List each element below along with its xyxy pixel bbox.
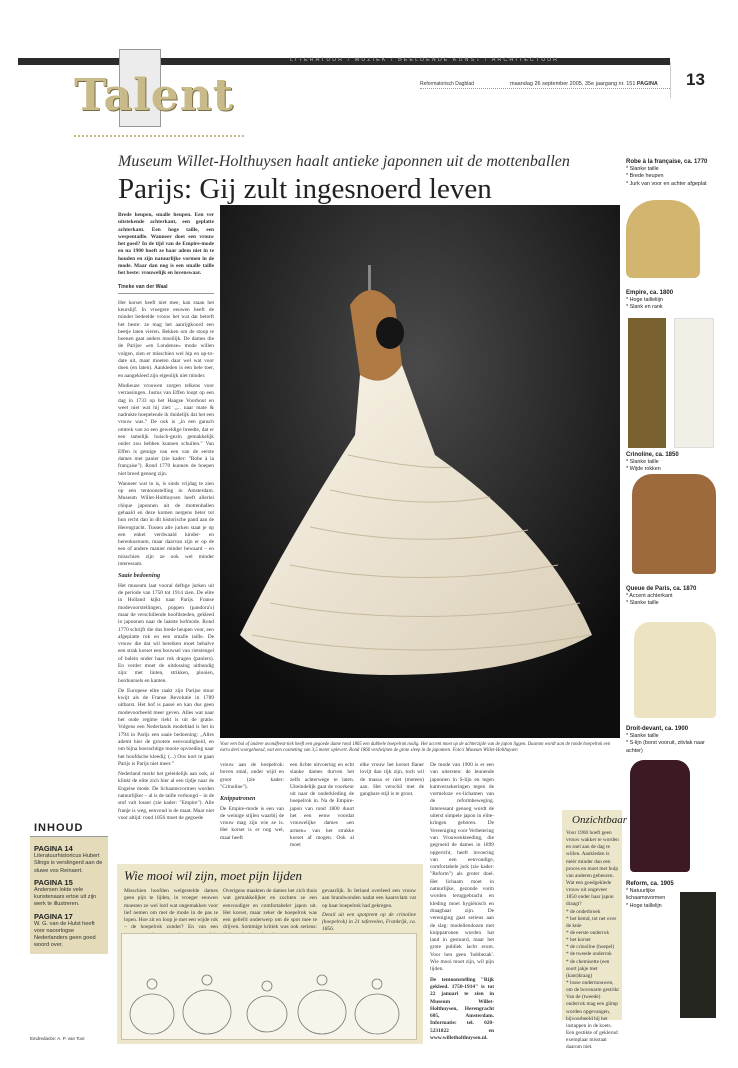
inhoud-text: Literatuurhistoricus Hubert Slings is verslingerd aan de sluwe vos Reinaert. <box>34 853 103 874</box>
section-logo: Talent <box>74 70 235 121</box>
article-headline: Parijs: Gij zult ingesnoerd leven <box>118 173 492 205</box>
empire-dress-image <box>674 318 714 448</box>
inhoud-box <box>30 820 108 954</box>
inhoud-text: Andersen lokte vele kunstenaars ertoe uit zijn werk te illustreren. <box>34 886 97 908</box>
main-photo-crinoline <box>220 205 620 738</box>
inhoud-text: W. G. van de Hulst heeft voor naoorlogse Nederlanders geen goed woord over. <box>34 920 96 949</box>
sidebar-queue-de-paris: Queue de Paris, ca. 1870 * Accent achterkant * Slanke taille <box>626 586 697 607</box>
dotted-rule <box>74 135 244 137</box>
robe-francaise-image <box>626 200 700 278</box>
inhoud-page[interactable]: PAGINA 17 <box>34 911 73 921</box>
cartoon-caption: Detail uit een spotprent op de crinoline (hoepelrok) in 21 tafereelen, Frankrijk, ca. 1856. <box>322 911 416 933</box>
sidebar-robe-francaise: Robe à la française, ca. 1770 * Slanke taille * Brede heupen * Jurk van voor en achter afgeplat <box>626 159 708 187</box>
editorial-credit: Eindredactie: A. P. van Toor <box>30 1036 85 1041</box>
droit-devant-image <box>630 760 690 872</box>
sidebar-empire: Empire, ca. 1800 * Hoge tailleliijn * Slank en rank <box>626 290 674 311</box>
article-column-4 <box>430 762 494 1045</box>
paragraph: vrouw aan de hoepelrok: boven smal, onder wijd en groot (zie kader: "Crinoline"). <box>220 762 284 790</box>
subhead: Knippatronen <box>220 795 256 803</box>
paragraph: Wanneer wat in is, is sinds vrijdag te zien op een tentoonstelling in Amsterdam. Museum Willet-Holthuysen heeft allerlei chique japonnen uit de mottenballen gehaald en deze komen nergens beter tot hun recht dan in dit historische pand aan de Herengracht. Tussen alle jurken staat je op een enkel verdwaald kinder- en herenkostuum, maar daarvan zijn er op de een of andere manier minder bewaard – en misschien zijn ze ook wel minder interessant. <box>118 480 214 568</box>
article-column-1 <box>118 212 214 825</box>
box-column-3: gevaarlijk. In Ierland overleed een vrouw aan brandwonden nadat een kaarsvlam vat op haar hoepelrok had gekregen. Detail uit een spotprent op de crinoline (hoepelrok) in 21 tafereelen, Frankrijk, ca. 1856. <box>322 888 416 933</box>
article-column-3 <box>290 762 354 853</box>
article-column-4a <box>360 762 424 801</box>
onzichtbaar-text: Voor 1900 hoeft geen vrouw wakker te worden en snel aan de dag te willen. Aankleden is méér minder dan een proces en moet met hulp van anderen gebeuren. Wat een goedgeklede vrouw uit ongeveer 1850 onder haar japon draagt? * de onderbroek * het hemd, tot net over de knie * de eerste onderrok * het korset * de crinoline (hoepel) * de tweede onderrok * de chemisette (een soort jakje met (kant)kraag) * losse ondermouwen, om de bovenarm gestrikt Van de (tweede) onderrok mag een glimp worden opgevangen, bijvoorbeeld bij het instappen in de koets. Een gestikte of geklerud exemplaar misstaat daarom niet. <box>566 830 619 1051</box>
paper-name: Reformatorisch Dagblad <box>420 81 474 87</box>
exhibition-info: De tentoonstelling "Rijk gekleed. 1750-1914" is tot 22 januari te zien in Museum Willet-Holthuysen, Herengracht 605, Amsterdam. Informatie: tel. 020-5231822 en www.willetholthuysen.nl. <box>430 976 494 1041</box>
box-column-1: Misschien hoofden welgestelde dames geen pijn te lijden, in vroeger eeuwen moesten ze wel lord wat ongemakken voor lief nemen om met de mode in de pas te lopen. Hoe zit en loop je met een wijde rok – de hoepelrok zonder? En van een <box>124 888 218 931</box>
queue-de-paris-image <box>634 622 716 718</box>
paragraph: De Empire-mode is een van de weinige stijlen waarbij de vrouw mag zijn wie ze is. Het korset is er nog wel, maar heeft <box>220 805 284 841</box>
empire-coat-image <box>628 318 666 448</box>
crinoline-cartoon-image <box>121 933 417 1040</box>
crinoline-dress-image <box>632 474 716 574</box>
paragraph: Het museum laat vooral deftige jurken uit de periode van 1750 tot 1914 zien. De elite in Holland kijkt naar Parijs. Franse modevoorstellingen, poppen (pandora's) maar de verschillende hoofdsteden, gekleed in japonnen naar de laatste hofmode. Rond 1770 schrijft die dus brede heupen voor, een afgeplatte rok en een smalle taille. De vrouw die dat wil bereiken moet behalve een strak korset een bouwsel van rietstengel of balein onder haar rok dragen (paniers). En verder moet de uitdossing uitbundig zijn: met linten, strikken, plooien, borduursels en kanten. <box>118 582 214 684</box>
paragraph: Nederland merkt het geleidelijk aan ook, al klinkt de elite zich hier al een tijdje naar de Engelse mode. De lichaamsvormen worden natuurlijker – al is de taille verhoogd – in de stof valt losser (zie kader: "Empire"). Alle franje is weg, eenvoud is de maat. Maar niet voor altijd: rond 1856 moet de gegoede <box>118 771 214 821</box>
inhoud-page[interactable]: PAGINA 15 <box>34 877 73 887</box>
subhead: Saaie bedoening <box>118 572 161 580</box>
reform-dress-image <box>680 892 716 1018</box>
box-column-2: Overigens maakten de dames het zich thuis wat gemakkelijker en zochten ze een eenvoudiger en comfortabeler japon uit. Het korset, maar zeker de hoepelrok was een geliefd onderwerp om de spot mee te drijven. Sommige kritiek was ook serieus: <box>223 888 317 931</box>
box-title: Wie mooi wil zijn, moet pijn lijden <box>124 868 303 883</box>
dateline: maandag 26 september 2005, 35e jaargang nr. 151 PAGINA <box>510 81 658 87</box>
section-bar-label: LITERATUUR / MUZIEK / BEELDENDE KUNST / ARCHITECTUUR <box>290 57 560 63</box>
paragraph: elke vrouw het korset flaner lovijt dan rijk zijn, toch wil de massa er niet (meteen) aan. Het verschil met de gangbare stijl is te groot. <box>360 762 424 798</box>
inhoud-page[interactable]: PAGINA 14 <box>34 844 73 853</box>
onzichtbaar-title: Onzichtbaar <box>572 814 627 826</box>
paragraph: Het korset heeft niet mee, kan staan het keurslijf. In vroegere eeuwen heeft de minder bedeelde vrouw het wat dat betreft het beste: ze mag het aanrijgkoord een beetje laten vieren. Bekken om de stoop te boenen gaat anders moeilijk. De dames die de Parijse «en Londense» mode willen volgen, zien er misschien wel hip en up-to-date uit, maar moeten daar wel wat voor doen (en laten). Aankleden is een hele toer, en aangekleed zijn eigenlijk niet minder. <box>118 299 214 379</box>
paragraph: De mode van 1900 is er een van uitersten: de leunende japonnen in S-lijn en tegen kantverzekeringen tegen de vormeloze ex-lichamen van de reformbeweging. Interessant genoeg wordt de uiterst simpele japon in elite-kringen geboren. De Vereeniging voor Verbetering van Vrouwenkleeding, die gegroeid de dames in 1899 opgericht, heeft invoering van een eenvoudige, comfortabele jurk (zie kader: "Reform") als groter doel. Het lichaam moet in natuurlijke, gezonde vorm worden teruggebracht en kleding moet hygiënisch en draagbaar zijn. De vereniging gaat serieus aan de slag: modellendozen met knippatronen worden hat land in gestuurd, maar het grote publiek lacht erom. Voor hen geen 'hobbezak'. Wie mooi moet zijn, wil pijn lijden. <box>430 762 494 973</box>
paragraph: een lichte uitvoering en echt slanke dames durven het zelfs achterwege te laten. Uiteindelijk gaat de voorkeur uit naar de onderkleding de hoepelrok in. Na de Empire-japon van rond 1800 duurt het een eeuw voordat vrouwelijke dames «en armen» van het strakke korset af mogen. Ook al moet <box>290 762 354 849</box>
pain-box <box>117 864 423 1044</box>
article-lead: Brede heupen, smalle heupen. Een ver uitstekende achterkant, een geplatte achterkant. Een hoge taille, een wespentaille. Wanneer doet een vrouw het goed? In de tijd van de Empire-mode en na 1900 hoeft ze haar adem niet in te houden en zijn natuurlijke vormen in de mode. Maar dan nog is een smalle taille het beste: vrouwelijk en lovenswaar. <box>118 212 214 277</box>
page-number: 13 <box>670 62 720 98</box>
paragraph: De Europese elite raakt zijn Parijse stuur kwijt als de Franse Revolutie in 1789 uitbarst. Het hof is passé en kan dus geen modevoorbeeld meer geven. Alles wat naar het oude regime riekt is uit de gratie. Volgens een Nederlands modeblad is het in 1794 in Parijs een saaie bedoening: „Alles ademt hier de grootste eenvoudigheid, en om bijna hoerachtige mooie opvoeding naar het hoofdsche kleedij; (...) Ons kort te gaan Parijs is Parijs niet meer.” <box>118 687 214 767</box>
sidebar-crinoline: Crinoline, ca. 1850 * Slanke taille * Wijde rokken <box>626 452 679 473</box>
article-column-2 <box>220 762 284 845</box>
photo-caption: Voor een bal of andere avondfeest-tiek heeft een gegoede dame rond 1865 een dubbele hoepelrok nodig. Het accent moet op de achterzijde van de japon liggen. Daarom wordt aan de ronde hoepelrok een extra deel voorgehoesd, wat een cosmeting van 3,5 meter oplevert. Rond 1866 verdwijnen de grote sleep in de japonnen. Foto's Museum Willet-Holthuysen <box>220 742 611 754</box>
sidebar-droit-devant: Droit-devant, ca. 1900 * Slanke taille * S-lijn (borst vooruit, zitvlak naar achter) <box>626 726 705 754</box>
inhoud-title: INHOUD <box>30 820 108 837</box>
article-kicker: Museum Willet-Holthuysen haalt antieke japonnen uit de mottenballen <box>118 153 570 170</box>
paragraph: Modieuze vrouwen zorgen telkens voor verrassingen. Justus van Effen loopt op een dag in 1733 op het Haagse Voorhout en weet niet wat hij ziet: „... naar mate & nadrukte hoepelende ik duidelijk dat het een vrouw was.” De ook is „in een gansch omtrek van zo een geweldige breedte, dat er een tamelijk huisch-gezin gemakkelijk onder zou hebben kunnen schuilen.” Van Effen is getuige van een van de eerste dames met panier (zie kader: "Robe à la française"). Rond 1770 kunnen de hoepen niet breed genoeg zijn. <box>118 382 214 477</box>
sidebar-reform: Reform, ca. 1905 * Natuurlijke lichaamsvormen * Hoge taillelijn <box>626 881 674 909</box>
byline: Tineke van der Waal <box>118 284 214 294</box>
